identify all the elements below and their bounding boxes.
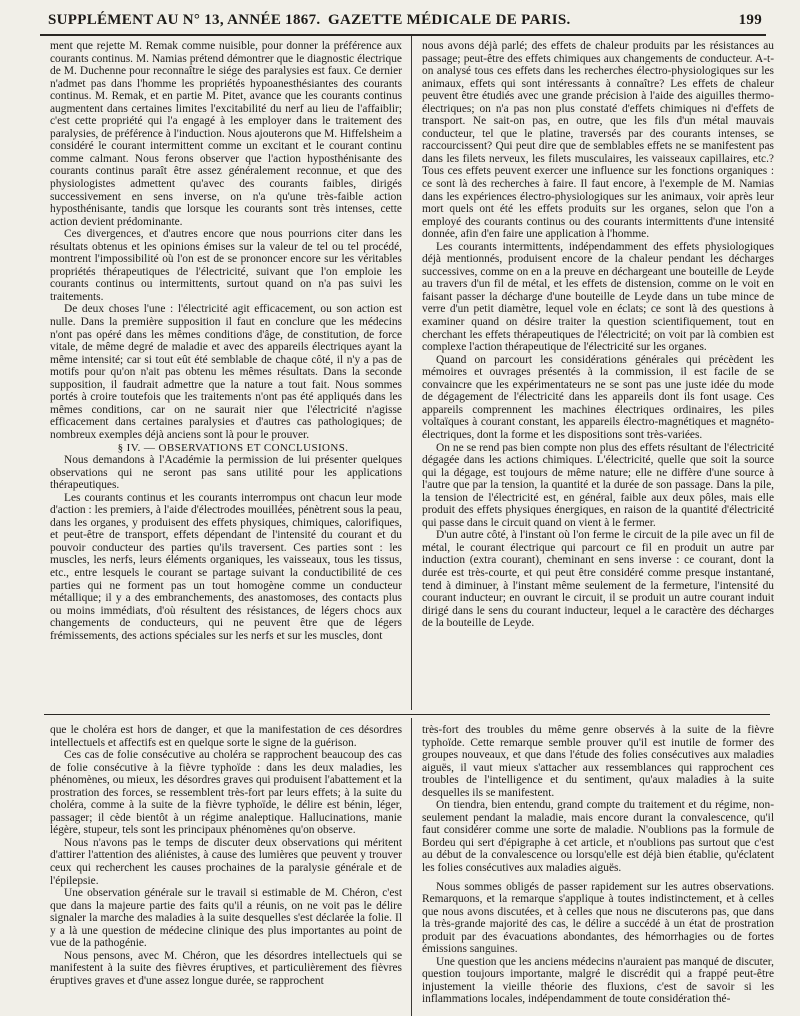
bottom-left-column	[50, 724, 402, 1016]
section-heading: § IV. — OBSERVATIONS ET CONCLUSIONS.	[117, 441, 349, 454]
paragraph: Nous sommes obligés de passer rapidement sur les autres observations. Remarquons, et la remarque s'applique à toutes indistinctement, et à celles que nous avons discutées, et à celles que nous ne discuterons pas, que dans la très-grande majorité des cas, le délire a succédé à un état de prostration produit par des évacuations abondantes, des hémorrhagies ou de fortes émissions sanguines.	[422, 880, 774, 956]
paragraph: On tiendra, bien entendu, grand compte du traitement et du régime, non-seulement pendant la maladie, mais encore durant la convalescence, qu'il faut considérer comme une sorte de maladie. N'oublions pas la formule de Bordeu qui sert d'épigraphe à cet article, et n'oublions pas surtout que c'est au début de la convalescence ou lorsqu'elle est déjà bien établie, qu'éclatent les folies consécutives aux maladies aiguës.	[422, 799, 774, 875]
paragraph: Nous pensons, avec M. Chéron, que les désordres intellectuels qui se manifestent à la suite des fièvres éruptives, et particulièrement des fièvres éruptives graves et d'une assez longue durée, se rapprochent	[50, 949, 402, 987]
section-divider	[44, 714, 770, 715]
paragraph: que le choléra est hors de danger, et que la manifestation de ces désordres intellectuels et affectifs est en quelque sorte le signe de la guérison.	[50, 724, 402, 749]
paragraph: On ne se rend pas bien compte non plus des effets résultant de l'électricité dégagée dans les actions chimiques. L'électricité, quelle que soit la source qui la dégage, est toujours de même nature; elle ne diffère d'une source à l'autre que par la tension, la quantité et la durée de son passage. Dans la pile, la tension de l'électricité est, en général, faible aux deux pôles, mais elle produit des effets physiques énergiques, en raison de la quantité d'électricité qui passe dans le circuit quand on vient à le fermer.	[422, 441, 774, 529]
paragraph: nous avons déjà parlé; des effets de chaleur produits par les résistances au passage; peut-être des effets chimiques aux changements de conducteur. A-t-on analysé tous ces effets dans les recherches électro-physiologiques sur les animaux, effets qui sont intéressants à connaître? Les effets de chaleur peuvent être étudiés avec une grande précision à l'aide des aiguilles thermo-électriques; on n'a pas non plus constaté d'effets chimiques ni d'effets de transport. Ne sait-on pas, en outre, que les fils d'un métal mauvais conducteur, tel que le platine, traversés par des courants intenses, se raccourcissent? Qui peut dire que de semblables effets ne se manifestent pas dans les filets nerveux, les filets musculaires, les vaisseaux capillaires, etc.? Tous ces effets peuvent exercer une influence sur les fonctions organiques : ce sont là des recherches à faire. Il faut encore, à l'exemple de M. Namias dans les expériences électro-physiologiques sur les animaux, voir après leur mort quels ont été les effets produits sur les organes, selon que l'on a employé des courants continus ou des courants intermittents d'une intensité donnée, afin d'en faire une application à l'homme.	[422, 40, 774, 241]
journal-title: GAZETTE MÉDICALE DE PARIS.	[328, 12, 571, 28]
paragraph: D'un autre côté, à l'instant où l'on ferme le circuit de la pile avec un fil de métal, le courant électrique qui parcourt ce fil en produit un autre par induction (extra courant), cheminant en sens inverse : ce courant, dont la durée est très-courte, et qui peut être considéré comme presque instantané, tend à diminuer, à l'instant même seulement de la fermeture, l'intensité du courant inducteur; en ouvrant le circuit, il se produit un autre courant induit dirigé dans le sens du courant inducteur, lequel a le caractère des décharges de la bouteille de Leyde.	[422, 529, 774, 630]
top-right-column	[422, 40, 774, 708]
paragraph: Quand on parcourt les considérations générales qui précèdent les mémoires et ouvrages présentés à la commission, il est facile de se convaincre que les expérimentateurs ne se sont pas une juste idée du mode de dégagement de l'électricité dans les appareils dont ils font usage. Ces appareils comprennent les machines électriques ordinaires, les piles voltaïques à courant constant, les appareils électro-magnétiques et magnéto-électriques, dont la forme et les dispositions sont très-variées.	[422, 353, 774, 441]
bottom-right-column	[422, 724, 774, 1016]
paragraph: Une observation générale sur le travail si estimable de M. Chéron, c'est que dans la majeure partie des faits qu'il a réunis, on ne voit pas le délire signaler la marche des maladies à la suite desquelles s'est déclarée la folie. Il y a là une question de médecine clinique des plus importantes au point de vue de la pathogénie.	[50, 887, 402, 950]
supplement-label: SUPPLÉMENT AU N° 13, ANNÉE 1867.	[48, 12, 321, 28]
paragraph: Les courants continus et les courants interrompus ont chacun leur mode d'action : les premiers, à l'aide d'électrodes mouillées, pénètrent sous la peau, dans les organes, y produisent des effets physiques, chimiques, calorifiques, et peut-être de transport, effets dépendant de l'intensité du courant et du pouvoir conducteur des parties qu'ils traversent. Ces parties sont : les muscles, les nerfs, leurs éléments organiques, les vaisseaux, tous les tissus, etc., entre lesquels le courant se partage suivant la conductibilité de ces parties qui ne forment pas un tout homogène comme un conducteur métallique; il y a des embranchements, des anastomoses, des contacts plus ou moins immédiats, d'où résultent des résistances, de légers chocs aux changements de conducteurs, qui ne peuvent être que de légers frémissements, des actions spéciales sur les nerfs et sur les muscles, dont	[50, 491, 402, 642]
paragraph: Ces cas de folie consécutive au choléra se rapprochent beaucoup des cas de folie consécutive à la fièvre typhoïde : dans les deux maladies, les phénomènes, ou mieux, les désordres graves qui produisent l'abattement et la prostration des forces, se ressemblent très-fort par leurs effets; à la suite du choléra, comme à la suite de la fièvre typhoïde, le délire est bénin, léger, passager; il cède bientôt à un régime analeptique. Hallucinations, manie légère, stupeur, tels sont les principaux phénomènes qu'on observe.	[50, 749, 402, 837]
paragraph: Ces divergences, et d'autres encore que nous pourrions citer dans les résultats obtenus et les opinions émises sur la valeur de tel ou tel procédé, montrent l'impossibilité où l'on est de se prononcer encore sur les véritables propriétés thérapeutiques de l'électricité, suivant que l'on emploie les courants continus ou intermittents, surtout quand on n'a pas suivi les traitements.	[50, 228, 402, 303]
paragraph: ment que rejette M. Remak comme nuisible, pour donner la préférence aux courants continus. M. Namias prétend démontrer que le diagnostic électrique de M. Duchenne pour reconnaître le siége des paralysies est faux. Ce dernier n'admet pas dans l'homme les propriétés hypoanesthésiantes des courants continus. M. Remak, et en partie M. Pitet, avance que les courants continus augmentent dans certaines limites l'excitabilité du nerf au lieu de l'affaiblir; c'est cette propriété qui l'a engagé à les employer dans le traitement des paralysies, de préférence à l'induction. Nous ajouterons que M. Hiffelsheim a considéré le courant intermittent comme un excitant et le courant continu comme calmant. Nous ferons observer que l'action hyposthénisante des courants continus paraît être assez généralement reconnue, et que des physiologistes admettent qu'avec des courants faibles, dirigés successivement en sens inverse, on n'a qu'une très-faible action hyposthénisante, tandis que lorsque les courants sont très intenses, cette action devient prédominante.	[50, 40, 402, 228]
page-header	[40, 12, 766, 36]
column-divider-top	[411, 36, 412, 710]
paragraph: Nous n'avons pas le temps de discuter deux observations qui méritent d'attirer l'attention des aliénistes, à cause des lumières que peuvent y trouver ceux qui recherchent les causes prochaines de la paralysie générale et de l'épilepsie.	[50, 836, 402, 887]
paragraph: Les courants intermittents, indépendamment des effets physiologiques déjà mentionnés, produisent encore de la chaleur pendant les décharges successives, comme on en a la preuve en déchargeant une bouteille de Leyde au travers d'un fil de métal, et les effets de distension, comme on le voit en faisant passer la décharge d'une bouteille de Leyde dans un tube mince de verre d'un petit diamètre, lequel vole en éclats; ce sont là des questions à examiner quand on désire traiter la question scientifiquement, tout en cherchant les effets thérapeutiques de l'électricité; on voit par là combien est complexe l'action thérapeutique de l'électricité sur les organes.	[422, 240, 774, 354]
top-left-column	[50, 40, 402, 708]
paragraph: Une question que les anciens médecins n'auraient pas manqué de discuter, question toujours importante, malgré le discrédit qui a frappé peut-être injustement la vieille théorie des fluxions, c'est de savoir si les inflammations locales, indépendamment de toute considération thé-	[422, 955, 774, 1006]
page-number: 199	[738, 12, 762, 28]
paragraph: très-fort des troubles du même genre observés à la suite de la fièvre typhoïde. Cette remarque semble prouver qu'il est inutile de former des groupes nouveaux, et que dans l'étude des folies consécutives aux maladies aiguës, il vaut mieux s'attacher aux ressemblances qui rapprochent ces troubles de l'intelligence et du sentiment, qu'aux maladies à la suite desquelles ils se manifestent.	[422, 724, 774, 799]
paragraph: Nous demandons à l'Académie la permission de lui présenter quelques observations qui ne seront pas sans utilité pour les applications thérapeutiques.	[50, 454, 402, 492]
column-divider-bottom	[411, 718, 412, 1016]
paragraph: De deux choses l'une : l'électricité agit efficacement, ou son action est nulle. Dans la première supposition il faut en conclure que les médecins n'ont pas opéré dans les mêmes conditions d'âge, de constitution, de force vitale, de même degré de maladie et avec des appareils électriques ayant la même intensité; car si tout eût été semblable de chaque côté, il n'y a pas de motifs pour qu'on n'ait pas obtenu les mêmes résultats. Dans la seconde supposition, il faudrait admettre que la nature a tout fait. Nous sommes portés à croire toutefois que les traitements n'ont pas été appliqués dans les mêmes conditions, car on ne saurait nier que l'électricité n'agisse efficacement dans certaines paralysies et d'autres cas pathologiques; de nombreux exemples déjà anciens sont là pour le prouver.	[50, 303, 402, 441]
